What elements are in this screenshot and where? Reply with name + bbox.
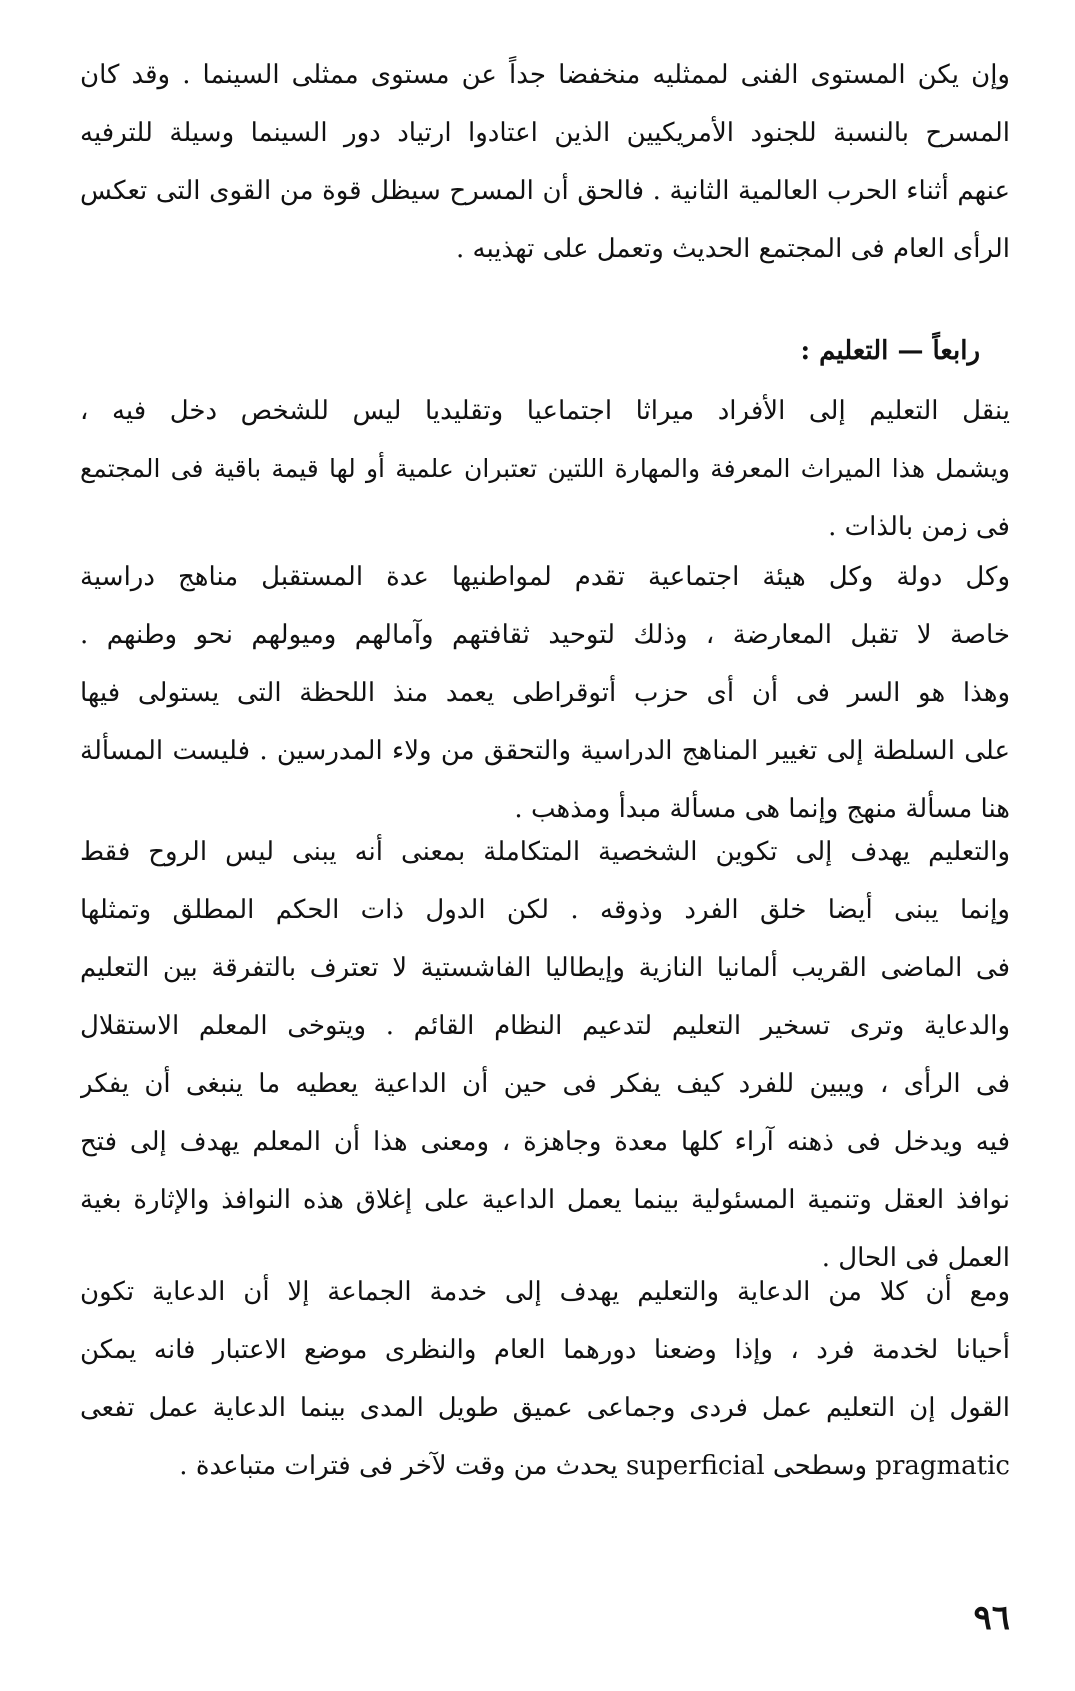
text-line: وإن يكن المستوى الفنى لممثليه منخفضا جداً عن مستوى ممثلى السينما . وقد كان (80, 60, 1010, 90)
text-line: pragmatic وسطحى superficial يحدث من وقت لآخر فى فترات متباعدة . (179, 1451, 1010, 1481)
text-line: وكل دولة وكل هيئة اجتماعية تقدم لمواطنيها عدة المستقبل مناهج دراسية (80, 562, 1010, 592)
paragraph-propaganda-vs-education (80, 1263, 1010, 1495)
paragraph-curricula (80, 548, 1010, 838)
text-line: وهذا هو السر فى أن أى حزب أتوقراطى يعمد منذ اللحظة التى يستولى فيها (80, 678, 1010, 708)
text-line: ينقل التعليم إلى الأفراد ميراثا اجتماعيا وتقليديا ليس للشخص دخل فيه ، (80, 396, 1010, 426)
paragraph-theater (80, 46, 1010, 278)
text-line: ومع أن كلا من الدعاية والتعليم يهدف إلى خدمة الجماعة إلا أن الدعاية تكون (80, 1277, 1010, 1307)
text-line: القول إن التعليم عمل فردى وجماعى عميق طويل المدى بينما الدعاية عمل تفعى (80, 1393, 1010, 1423)
text-line: وإنما يبنى أيضا خلق الفرد وذوقه . لكن الدول ذات الحكم المطلق وتمثلها (80, 895, 1010, 925)
text-line: خاصة لا تقبل المعارضة ، وذلك لتوحيد ثقافتهم وآمالهم وميولهم نحو وطنهم . (80, 620, 1010, 650)
paragraph-education-intro (80, 382, 1010, 556)
text-line: ويشمل هذا الميراث المعرفة والمهارة اللتين تعتبران علمية أو لها قيمة باقية فى المجتمع (80, 454, 1010, 483)
text-line: فيه ويدخل فى ذهنه آراء كلها معدة وجاهزة ، ومعنى هذا أن المعلم يهدف إلى فتح (80, 1127, 1010, 1157)
text-line: هنا مسألة منهج وإنما هى مسألة مبدأ ومذهب . (514, 794, 1010, 824)
text-line: والتعليم يهدف إلى تكوين الشخصية المتكاملة بمعنى أنه يبنى ليس الروح فقط (80, 837, 1010, 867)
paragraph-personality (80, 823, 1010, 1287)
text-line: فى الرأى ، ويبين للفرد كيف يفكر فى حين أن الداعية يعطيه ما ينبغى أن يفكر (80, 1069, 1010, 1099)
text-line: والدعاية وترى تسخير التعليم لتدعيم النظام القائم . ويتوخى المعلم الاستقلال (80, 1011, 1010, 1041)
text-line: فى الماضى القريب ألمانيا النازية وإيطاليا الفاشستية لا تعترف بالتفرقة بين التعليم (80, 953, 1010, 983)
text-line: المسرح بالنسبة للجنود الأمريكيين الذين اعتادوا ارتياد دور السينما وسيلة للترفيه (80, 118, 1010, 148)
text-line: فى زمن بالذات . (828, 512, 1010, 542)
text-line: عنهم أثناء الحرب العالمية الثانية . فالحق أن المسرح سيظل قوة من القوى التى تعكس (80, 176, 1010, 206)
text-line: أحيانا لخدمة فرد ، وإذا وضعنا دورهما العام والنظرى موضع الاعتبار فانه يمكن (80, 1335, 1010, 1365)
text-line: الرأى العام فى المجتمع الحديث وتعمل على تهذيبه . (455, 234, 1010, 264)
text-line: نوافذ العقل وتنمية المسئولية بينما يعمل الداعية على إغلاق هذه النوافذ والإثارة بغية (80, 1185, 1010, 1215)
text-line: العمل فى الحال . (821, 1243, 1010, 1273)
text-line: على السلطة إلى تغيير المناهج الدراسية والتحقق من ولاء المدرسين . فليست المسألة (80, 736, 1010, 766)
section-heading-education: رابعاً — التعليم : (800, 336, 980, 366)
page-number: ٩٦ (973, 1598, 1010, 1638)
